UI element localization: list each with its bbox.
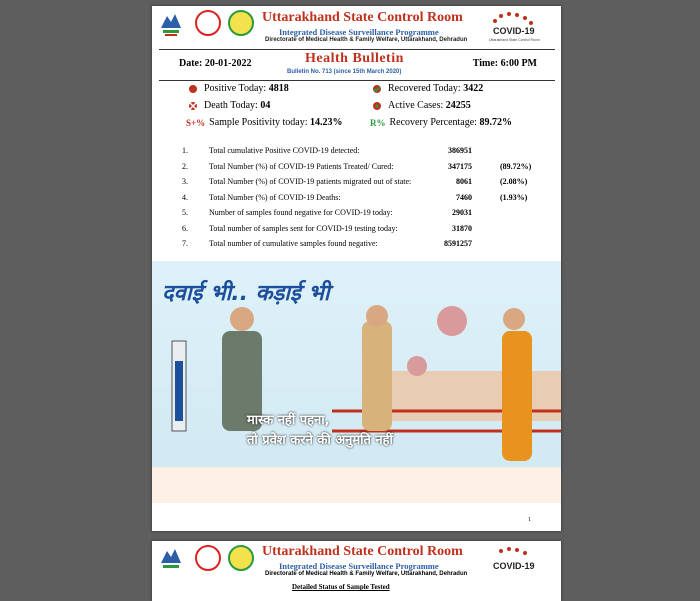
row-value: 31870 — [452, 223, 472, 233]
bulletin-date: Date: 20-01-2022 — [179, 58, 252, 69]
active-cases-icon — [370, 101, 384, 111]
poster-tagline: दवाई भी.. कड़ाई भी — [162, 281, 330, 306]
row-number: 7. — [182, 239, 188, 248]
row-percent: (89.72%) — [500, 161, 532, 171]
row-percent: (2.08%) — [500, 177, 528, 186]
row-value: 29031 — [452, 208, 472, 217]
poster-message — [247, 411, 393, 451]
health-mission-logo-icon — [228, 545, 254, 571]
page-title: Uttarakhand State Control Room — [262, 10, 463, 25]
row-value: 8591257 — [444, 239, 472, 248]
poster-line-2: तो प्रवेश करने की अनुमति नहीं — [247, 433, 393, 448]
family-welfare-logo-icon — [195, 545, 221, 571]
table-row — [182, 224, 542, 235]
stat-recovered: Recovered Today: 3422 — [370, 83, 483, 94]
family-welfare-logo-icon — [195, 10, 221, 36]
covid19-logo-text: COVID-19 — [493, 561, 535, 571]
death-icon — [186, 101, 200, 111]
stat-recovery: R% Recovery Percentage: 89.72% — [370, 117, 512, 128]
bulletin-time: Time: 6:00 PM — [472, 58, 537, 69]
covid19-logo-icon — [489, 12, 549, 46]
poster-line-1: मास्क नहीं पहना, — [247, 413, 330, 428]
page2-directorate: Directorate of Medical Health & Family Welfare, Uttarakhand, Dehradun — [265, 571, 468, 577]
uttarakhand-emblem-icon — [159, 10, 183, 38]
row-value: 8061 — [456, 177, 472, 186]
row-label: Total number of cumulative samples found negative: — [209, 239, 378, 248]
page2-section-title: Detailed Status of Sample Tested — [292, 583, 390, 591]
covid19-logo-caption: Uttarakhand State Control Room — [489, 38, 540, 42]
row-percent: (1.93%) — [500, 192, 528, 202]
bulletin-bar — [159, 49, 555, 81]
row-number: 1. — [182, 146, 188, 155]
page-subtitle: Integrated Disease Surveillance Programme — [279, 27, 439, 37]
table-row — [182, 146, 542, 157]
row-number: 4. — [182, 192, 188, 202]
directorate-line: Directorate of Medical Health & Family Welfare, Uttarakhand, Dehradun — [265, 37, 468, 43]
row-label: Total cumulative Positive COVID-19 detected: — [209, 146, 360, 155]
row-label: Total Number (%) of COVID-19 patients migrated out of state: — [209, 177, 412, 186]
page-number: 1 — [528, 517, 531, 523]
row-value: 347175 — [448, 161, 472, 171]
table-row — [182, 177, 542, 188]
row-value: 386951 — [448, 146, 472, 155]
table-row — [182, 193, 542, 204]
row-label: Total Number (%) of COVID-19 Deaths: — [209, 192, 341, 202]
awareness-poster — [152, 261, 561, 503]
table-row — [182, 208, 542, 219]
health-mission-logo-icon — [228, 10, 254, 36]
stat-positive: Positive Today: 4818 — [186, 83, 289, 94]
virus-icon — [186, 84, 200, 94]
positivity-icon: S+% — [186, 117, 206, 128]
bulletin-page-1 — [152, 6, 561, 531]
row-label: Number of samples found negative for COVID-19 today: — [209, 208, 393, 217]
page2-title: Uttarakhand State Control Room — [262, 544, 463, 559]
row-label: Total Number (%) of COVID-19 Patients Treated/ Cured: — [209, 161, 394, 171]
table-row — [182, 239, 542, 250]
row-number: 6. — [182, 223, 188, 233]
bulletin-page-2 — [152, 541, 561, 601]
row-number: 2. — [182, 161, 188, 171]
row-label: Total number of samples sent for COVID-19 testing today: — [209, 223, 398, 233]
stat-active: Active Cases: 24255 — [370, 100, 471, 111]
page2-subtitle: Integrated Disease Surveillance Programme — [279, 561, 439, 571]
recovered-icon — [370, 84, 384, 94]
page-header — [152, 6, 561, 50]
stat-positivity: S+% Sample Positivity today: 14.23% — [186, 117, 343, 128]
row-number: 3. — [182, 177, 188, 186]
uttarakhand-emblem-icon — [159, 545, 183, 573]
covid19-logo-text: COVID-19 — [493, 26, 535, 36]
covid19-logo-icon — [489, 547, 549, 581]
recovery-icon: R% — [370, 117, 386, 128]
table-row — [182, 162, 542, 173]
row-value: 7460 — [456, 192, 472, 202]
bulletin-number: Bulletin No. 713 (since 15th March 2020) — [287, 69, 402, 75]
poster-footer — [152, 467, 561, 503]
row-number: 5. — [182, 208, 188, 217]
bulletin-title: Health Bulletin — [305, 51, 404, 66]
stat-death: Death Today: 04 — [186, 100, 270, 111]
